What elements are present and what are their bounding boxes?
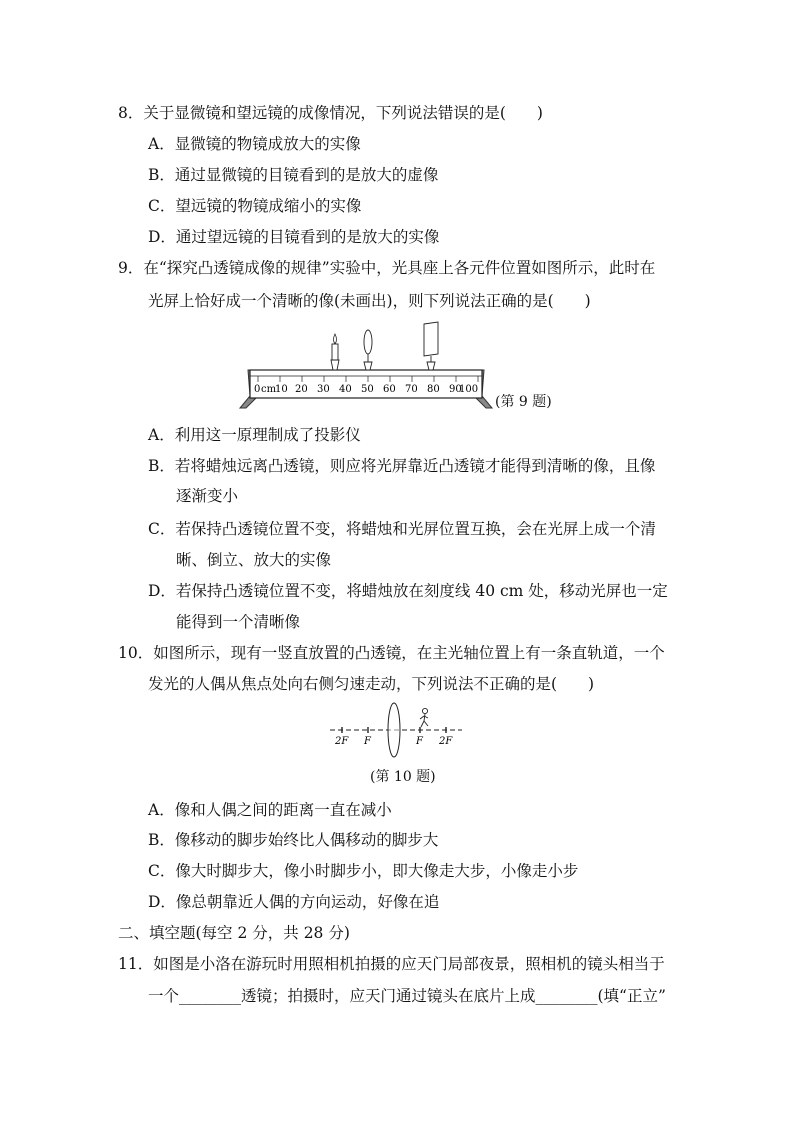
scale-unit-cm: cm [261, 384, 277, 395]
question-8-option-a: A．显微镜的物镜成放大的实像 [148, 135, 361, 153]
question-10-option-b: B．像移动的脚步始终比人偶移动的脚步大 [148, 831, 439, 849]
question-10-option-c: C．像大时脚步大，像小时脚步小，即大像走大步，小像走小步 [148, 862, 579, 880]
question-10-option-d: D．像总朝靠近人偶的方向运动，好像在追 [148, 893, 440, 911]
question-9-option-b-line2: 逐渐变小 [176, 487, 239, 505]
scale-label-100: 100 [459, 384, 479, 395]
question-9-option-a: A．利用这一原理制成了投影仪 [148, 426, 361, 444]
light-screen-icon [424, 322, 438, 370]
question-8-option-d: D．通过望远镜的目镜看到的是放大的实像 [148, 228, 440, 246]
question-9-option-c-line1: C．若保持凸透镜位置不变，将蜡烛和光屏位置互换，会在光屏上成一个清 [148, 520, 656, 538]
label-f-right: F [416, 736, 423, 747]
figure-9-caption: (第 9 题) [495, 394, 552, 410]
label-2f-right: 2F [439, 736, 453, 747]
question-8-stem: 8．关于显微镜和望远镜的成像情况，下列说法错误的是( ) [118, 104, 543, 122]
question-10-option-a: A．像和人偶之间的距离一直在减小 [148, 801, 392, 819]
question-10-stem-line2: 发光的人偶从焦点处向右侧匀速走动，下列说法不正确的是( ) [148, 675, 595, 693]
question-9-option-b-line1: B．若将蜡烛远离凸透镜，则应将光屏靠近凸透镜才能得到清晰的像，且像 [148, 457, 656, 475]
question-8-option-b: B．通过显微镜的目镜看到的是放大的虚像 [148, 166, 439, 184]
lens-axis-figure [328, 702, 468, 764]
scale-label-20: 20 [295, 384, 308, 395]
question-9-stem-line1: 9．在“探究凸透镜成像的规律”实验中，光具座上各元件位置如图所示，此时在 [118, 259, 656, 277]
question-9-option-c-line2: 晰、倒立、放大的实像 [176, 551, 332, 569]
scale-label-90: 90 [449, 384, 462, 395]
scale-label-60: 60 [383, 384, 396, 395]
scale-label-10: 10 [275, 384, 288, 395]
scale-label-70: 70 [405, 384, 418, 395]
label-2f-left: 2F [335, 736, 349, 747]
question-8-option-c: C．望远镜的物镜成缩小的实像 [148, 197, 362, 215]
optical-bench-figure [236, 320, 496, 412]
scale-label-50: 50 [361, 384, 374, 395]
scale-label-40: 40 [339, 384, 352, 395]
section-2-heading: 二、填空题(每空 2 分，共 28 分) [118, 924, 350, 942]
scale-label-0: 0 [254, 384, 261, 395]
figure-10-caption: (第 10 题) [370, 769, 436, 785]
question-10-stem-line1: 10．如图所示，现有一竖直放置的凸透镜，在主光轴位置上有一条直轨道，一个 [118, 644, 665, 662]
question-9-option-d-line2: 能得到一个清晰像 [176, 613, 301, 631]
label-f-left: F [364, 736, 371, 747]
walking-doll-icon [420, 708, 428, 727]
scale-label-80: 80 [427, 384, 440, 395]
question-9-stem-line2: 光屏上恰好成一个清晰的像(未画出)，则下列说法正确的是( ) [148, 292, 591, 310]
candle-icon [331, 334, 339, 370]
question-9-option-d-line1: D．若保持凸透镜位置不变，将蜡烛放在刻度线 40 cm 处，移动光屏也一定 [148, 582, 668, 600]
question-11-stem-line1: 11．如图是小洛在游玩时用照相机拍摄的应天门局部夜景，照相机的镜头相当于 [118, 955, 665, 973]
convex-lens-icon [364, 330, 372, 370]
scale-label-30: 30 [317, 384, 330, 395]
question-11-stem-line2: 一个________透镜；拍摄时，应天门通过镜头在底片上成________(填“正立” [148, 987, 666, 1005]
